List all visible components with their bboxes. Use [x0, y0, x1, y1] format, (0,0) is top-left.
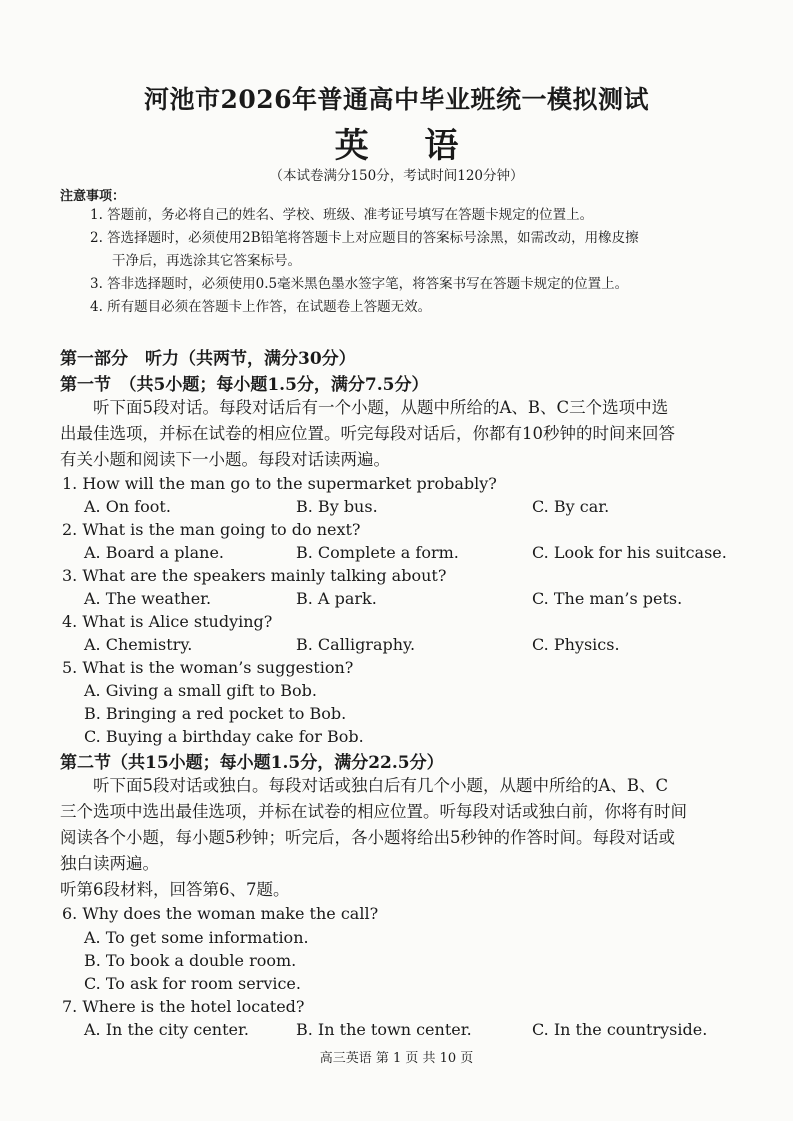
notice-item-3: 3. 答非选择题时，必须使用0.5毫米黑色墨水签字笔，将答案书写在答题卡规定的位置上。: [90, 276, 629, 292]
q2-option-c: C. Look for his suitcase.: [532, 543, 727, 562]
q5-option-b: B. Bringing a red pocket to Bob.: [84, 704, 347, 723]
material-note: 听第6段材料，回答第6、7题。: [60, 880, 290, 899]
instr-line: 听下面5段对话或独白。每段对话或独白后有几个小题，从题中所给的A、B、C: [93, 776, 669, 795]
q6-option-c: C. To ask for room service.: [84, 974, 301, 993]
instr-line: 出最佳选项，并标在试卷的相应位置。听完每段对话后，你都有10秒钟的时间来回答: [60, 424, 675, 443]
question-4: 4. What is Alice studying?: [62, 612, 273, 631]
instr-line: 独白读两遍。: [60, 854, 159, 873]
exam-info: （本试卷满分150分，考试时间120分钟）: [269, 168, 524, 184]
instr-line: 阅读各个小题，每小题5秒钟；听完后，各小题将给出5秒钟的作答时间。每段对话或: [60, 828, 675, 847]
notice-heading: 注意事项：: [60, 189, 126, 204]
q6-option-b: B. To book a double room.: [84, 951, 297, 970]
question-6: 6. Why does the woman make the call?: [62, 904, 379, 923]
section1-heading: 第一节 （共5小题；每小题1.5分，满分7.5分）: [60, 375, 429, 395]
q1-option-b: B. By bus.: [296, 497, 378, 516]
notice-item-1: 1. 答题前，务必将自己的姓名、学校、班级、准考证号填写在答题卡规定的位置上。: [90, 207, 594, 223]
section1-instructions: [60, 395, 750, 473]
part1-heading: 第一部分 听力（共两节，满分30分）: [60, 349, 356, 369]
q4-option-b: B. Calligraphy.: [296, 635, 416, 654]
subject-title: 英 语: [334, 126, 481, 166]
instr-line: 三个选项中选出最佳选项，并标在试卷的相应位置。听每段对话或独白前，你将有时间: [60, 802, 687, 821]
q1-option-c: C. By car.: [532, 497, 610, 516]
q3-option-c: C. The man’s pets.: [532, 589, 683, 608]
q3-option-a: A. The weather.: [84, 589, 212, 608]
notice-item-4: 4. 所有题目必须在答题卡上作答，在试题卷上答题无效。: [90, 299, 432, 315]
section2-instructions: [60, 773, 750, 877]
q3-option-b: B. A park.: [296, 589, 377, 608]
instr-line: 听下面5段对话。每段对话后有一个小题，从题中所给的A、B、C三个选项中选: [93, 398, 669, 417]
question-7: 7. Where is the hotel located?: [62, 997, 305, 1016]
question-3: 3. What are the speakers mainly talking about?: [62, 566, 447, 585]
q4-option-a: A. Chemistry.: [84, 635, 193, 654]
q7-option-a: A. In the city center.: [84, 1020, 249, 1039]
q7-option-b: B. In the town center.: [296, 1020, 472, 1039]
q4-option-c: C. Physics.: [532, 635, 620, 654]
q5-option-a: A. Giving a small gift to Bob.: [84, 681, 317, 700]
notice-item-2-cont: 干净后，再选涂其它答案标号。: [112, 253, 301, 269]
q2-option-b: B. Complete a form.: [296, 543, 459, 562]
question-5: 5. What is the woman’s suggestion?: [62, 658, 354, 677]
q5-option-c: C. Buying a birthday cake for Bob.: [84, 727, 364, 746]
question-1: 1. How will the man go to the supermarket probably?: [62, 474, 497, 493]
q1-option-a: A. On foot.: [84, 497, 171, 516]
q2-option-a: A. Board a plane.: [84, 543, 225, 562]
q7-option-c: C. In the countryside.: [532, 1020, 708, 1039]
q6-option-a: A. To get some information.: [84, 928, 309, 947]
instr-line: 有关小题和阅读下一小题。每段对话读两遍。: [60, 450, 390, 469]
page-footer: 高三英语 第 1 页 共 10 页: [319, 1051, 474, 1066]
notice-item-2: 2. 答选择题时，必须使用2B铅笔将答题卡上对应题目的答案标号涂黑，如需改动，用橡皮擦: [90, 230, 639, 246]
question-2: 2. What is the man going to do next?: [62, 520, 361, 539]
section2-heading: 第二节（共15小题；每小题1.5分，满分22.5分）: [60, 753, 444, 773]
exam-title: 河池市2026年普通高中毕业班统一模拟测试: [143, 85, 650, 114]
